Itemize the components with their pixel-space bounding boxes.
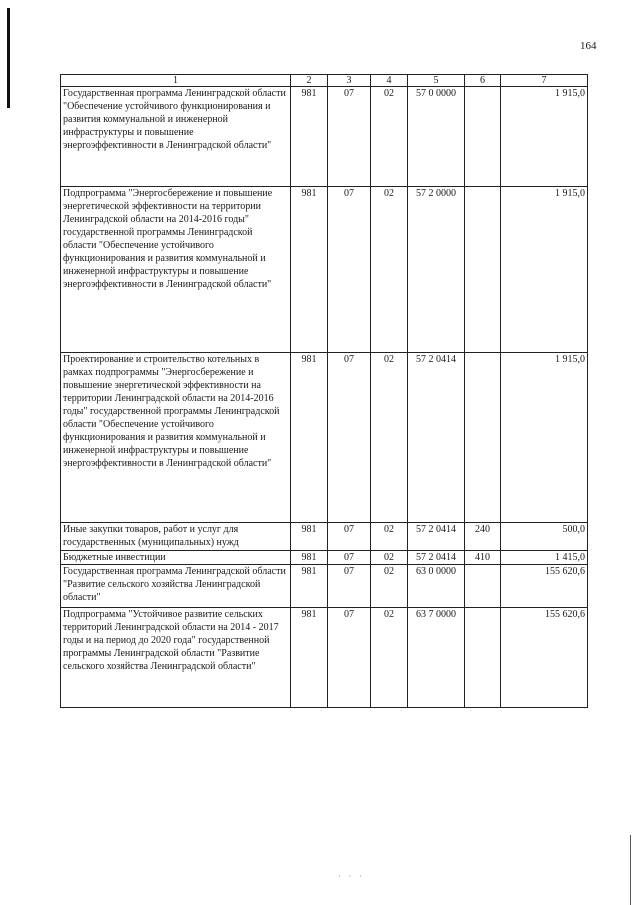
- row-amount: 500,0: [501, 523, 588, 551]
- row-col-4: 02: [371, 551, 408, 565]
- row-col-3: 07: [328, 523, 371, 551]
- row-col-2: 981: [291, 608, 328, 708]
- row-col-5: 57 2 0414: [408, 551, 465, 565]
- row-col-6: 410: [465, 551, 501, 565]
- header-col-5: 5: [408, 75, 465, 87]
- row-col-4: 02: [371, 565, 408, 608]
- row-name: Государственная программа Ленинградской области "Обеспечение устойчивого функционирования и развития коммунальной и инженерной инфраструктуры и повышение энергоэффективности в Ленинградской области": [61, 87, 291, 187]
- row-col-6: [465, 565, 501, 608]
- table-row: [61, 523, 588, 551]
- row-col-3: 07: [328, 608, 371, 708]
- row-col-3: 07: [328, 87, 371, 187]
- row-col-2: 981: [291, 353, 328, 523]
- row-col-6: [465, 187, 501, 353]
- row-amount: 1 415,0: [501, 551, 588, 565]
- row-col-2: 981: [291, 87, 328, 187]
- row-col-5: 57 2 0000: [408, 187, 465, 353]
- table-header-row: [61, 75, 588, 87]
- row-col-2: 981: [291, 523, 328, 551]
- row-col-6: [465, 353, 501, 523]
- row-col-2: 981: [291, 187, 328, 353]
- table-row: [61, 353, 588, 523]
- scan-edge-mark-left: [7, 8, 10, 108]
- row-name: Подпрограмма "Энергосбережение и повышение энергетической эффективности на территории Ленинградской области на 2014-2016 годы" государственной программы Ленинградской области "Обеспечение устойчивого функционирования и развития коммунальной и инженерной инфраструктуры и повышение энергоэффективности в Ленинградской области": [61, 187, 291, 353]
- row-col-5: 57 0 0000: [408, 87, 465, 187]
- row-name: Иные закупки товаров, работ и услуг для государственных (муниципальных) нужд: [61, 523, 291, 551]
- table-row: [61, 87, 588, 187]
- row-amount: 155 620,6: [501, 608, 588, 708]
- row-col-4: 02: [371, 353, 408, 523]
- row-name: Проектирование и строительство котельных в рамках подпрограммы "Энергосбережение и повышение энергетической эффективности на территории Ленинградской области на 2014-2016 годы" государственной программы Ленинградской области "Обеспечение устойчивого функционирования и развития коммунальной и инженерной инфраструктуры и повышение энергоэффективности в Ленинградской области": [61, 353, 291, 523]
- row-col-4: 02: [371, 87, 408, 187]
- page-number: 164: [580, 40, 597, 52]
- scan-noise-dots: · · ·: [338, 872, 365, 881]
- row-col-4: 02: [371, 187, 408, 353]
- row-col-4: 02: [371, 523, 408, 551]
- row-col-6: 240: [465, 523, 501, 551]
- header-col-4: 4: [371, 75, 408, 87]
- header-col-6: 6: [465, 75, 501, 87]
- header-col-2: 2: [291, 75, 328, 87]
- row-col-5: 63 7 0000: [408, 608, 465, 708]
- row-col-4: 02: [371, 608, 408, 708]
- row-name: Подпрограмма "Устойчивое развитие сельских территорий Ленинградской области на 2014 - 2017 годы и на период до 2020 года" государственной программы Ленинградской области "Развитие сельского хозяйства Ленинградской области": [61, 608, 291, 708]
- scan-edge-mark-right: [630, 835, 631, 905]
- header-col-3: 3: [328, 75, 371, 87]
- row-col-3: 07: [328, 187, 371, 353]
- row-name: Бюджетные инвестиции: [61, 551, 291, 565]
- header-col-1: 1: [61, 75, 291, 87]
- row-col-2: 981: [291, 565, 328, 608]
- row-amount: 1 915,0: [501, 187, 588, 353]
- header-col-7: 7: [501, 75, 588, 87]
- table-row: [61, 551, 588, 565]
- row-col-6: [465, 87, 501, 187]
- row-col-5: 63 0 0000: [408, 565, 465, 608]
- row-name: Государственная программа Ленинградской области "Развитие сельского хозяйства Ленинградской области": [61, 565, 291, 608]
- table-row: [61, 608, 588, 708]
- row-col-5: 57 2 0414: [408, 353, 465, 523]
- row-col-6: [465, 608, 501, 708]
- row-col-3: 07: [328, 551, 371, 565]
- table-row: [61, 187, 588, 353]
- budget-table: [60, 74, 588, 708]
- row-col-2: 981: [291, 551, 328, 565]
- row-col-3: 07: [328, 565, 371, 608]
- row-amount: 1 915,0: [501, 87, 588, 187]
- row-amount: 155 620,6: [501, 565, 588, 608]
- table-row: [61, 565, 588, 608]
- row-col-5: 57 2 0414: [408, 523, 465, 551]
- row-amount: 1 915,0: [501, 353, 588, 523]
- row-col-3: 07: [328, 353, 371, 523]
